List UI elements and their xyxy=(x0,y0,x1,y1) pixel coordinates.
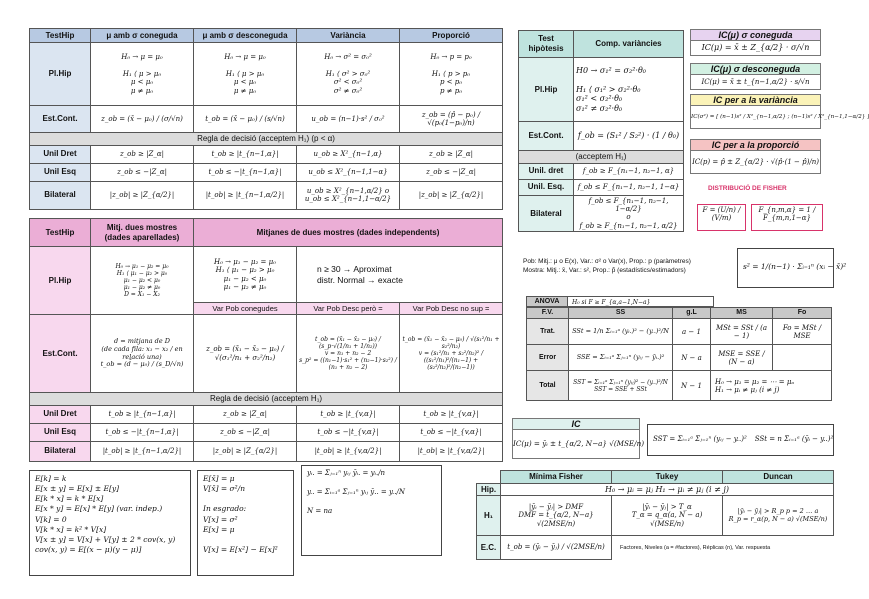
statistic-cell: d = mitjana de D (de cada fila: x₁ − x₂ / en relació una) t_ob = (d̄ − μ₀) / (s_D/√n) xyxy=(91,315,194,393)
subheader-unequal-var: Var Pob Desc no sup = xyxy=(400,303,503,315)
anova-row-label: Error xyxy=(527,345,569,371)
rule-cell: f_ob ≥ F_{n₁−1, n₂−1, α} xyxy=(574,163,684,179)
rule-cell: |z_ob| ≥ |Z_{α/2}| xyxy=(91,181,194,209)
subheader-known-var: Var Pob conegudes xyxy=(194,303,297,315)
decision-rule-header: (acceptem H₁) xyxy=(519,151,684,164)
row-label: Unil Dret xyxy=(30,145,91,163)
row-label-ec: E.C. xyxy=(477,536,501,560)
ic-formula: IC(p) = p̂ ± Z_{α/2} · √(p̂·(1 − p̂)/n) xyxy=(690,151,821,174)
multi-hypotheses: H₀ → μᵢ = μⱼ H₁ → μᵢ ≠ μⱼ (i ≠ j) xyxy=(501,483,834,496)
anova-ms: MSt = SSt / (a − 1) xyxy=(711,319,773,345)
row-label: Unil Esq xyxy=(30,163,91,181)
method-header: Tukey xyxy=(612,471,723,484)
rule-cell: t_ob ≥ |t_{v,α}| xyxy=(400,405,503,423)
anova-ss: SSE = Σᵢ₌₁ᵃ Σⱼ₌₁ⁿ (yᵢⱼ − ȳᵢ.)² xyxy=(569,345,673,371)
anova-h0-note: H₀ si F ≥ F_{α,a−1,N−a} xyxy=(568,296,714,307)
paired-hypotheses: H₀ → μ₁ − μ₂ = μ₀ H₁ ⟨ μ₁ − μ₂ > μ₀ μ₁ − μ₂ < μ₀ μ₁ − μ₂ ≠ μ₀ D = X₁ − X₂ xyxy=(91,247,194,315)
header-comp-variances: Comp. variàncies xyxy=(574,31,684,58)
header-testhip: TestHip xyxy=(30,219,91,247)
rule-cell: z_ob ≤ −|Z_α| xyxy=(91,163,194,181)
hypotheses-cell: H₀ → p = p₀ H₁ ⟨ p > p₀ p < p₀ p ≠ p₀ xyxy=(400,43,503,106)
anova-header: F.V. xyxy=(527,308,569,319)
tukey-cell: |ȳᵢ − ȳⱼ| > T_α T_α = q_α(a, N − a) √(MSE/n) xyxy=(612,496,723,536)
hypotheses-cell: H₀ → μ = μ₀ H₁ ⟨ μ > μ₀ μ < μ₀ μ ≠ μ₀ xyxy=(194,43,297,106)
fisher-title: DISTRIBUCIÓ DE FISHER xyxy=(708,185,787,192)
ec-cell: t_ob = (ȳᵢ − ȳⱼ) / √(2MSE/n) xyxy=(501,536,612,560)
row-label-estcont: Est.Cont. xyxy=(519,122,574,151)
sst-formula: SST = Σᵢ₌₁ᵃ Σⱼ₌₁ⁿ (yᵢⱼ − y..)² xyxy=(653,435,747,444)
rule-cell: |t_ob| ≥ |t_{n−1,α/2}| xyxy=(91,441,194,461)
rule-cell: f_ob ≤ F_{n₁−1, n₂−1, 1−α/2} o f_ob ≥ F_{n₁−1, n₂−1, α/2} xyxy=(574,195,684,232)
rule-cell: |z_ob| ≥ |Z_{α/2}| xyxy=(194,441,297,461)
fisher-formula-1: F = (U/n) / (V/m) xyxy=(697,204,746,231)
rule-cell: |t_ob| ≥ |t_{n−1,α/2}| xyxy=(194,181,297,209)
sample-variance-formula: s² = 1/(n−1) · Σᵢ₌₁ⁿ (xᵢ − x̄)² xyxy=(737,248,834,288)
ic-box-sigma-known xyxy=(690,29,821,56)
statistic-cell: f_ob = (S₁² / S₂²) · (1 / θ₀) xyxy=(574,122,684,151)
header-variance: Variància xyxy=(297,29,400,43)
ic-formula: IC(σ²) = [ (n−1)s² / X²_{n−1,α/2} ; (n−1)s² / X²_{n−1,1−α/2} ] xyxy=(690,106,821,129)
rule-cell: z_ob ≥ |Z_α| xyxy=(194,405,297,423)
row-label-estcont: Est.Cont. xyxy=(30,315,91,393)
statistic-cell: u_ob = (n−1)·s² / σ₀² xyxy=(297,106,400,133)
statistic-cell: t_ob = (x̄ − μ₀) / (s/√n) xyxy=(194,106,297,133)
approx-line-2: distr. Normal → exacte xyxy=(317,274,403,285)
decision-rule-header: Regla de decisió (acceptem H₁) (p < α) xyxy=(30,133,503,146)
statistic-cell: z_ob = (x̄₁ − x̄₂ − μ₀) / √(σ₁²/n₁ + σ₂²/n₂) xyxy=(194,315,297,393)
rule-cell: z_ob ≥ |Z_α| xyxy=(400,145,503,163)
header-proportion: Proporció xyxy=(400,29,503,43)
anova-header: Fo xyxy=(773,308,832,319)
ic-title: IC per a la proporció xyxy=(690,139,821,151)
anova-hypotheses: H₀ → μ₁ = μ₂ = ⋯ = μₐ H₁ → μᵢ ≠ μⱼ (i ≠ j) xyxy=(711,371,832,401)
hypothesis-test-table-one-sample xyxy=(29,28,503,210)
anova-header: MS xyxy=(711,308,773,319)
anova-ms: MSE = SSE / (N − a) xyxy=(711,345,773,371)
multiple-comparisons-table xyxy=(476,470,834,560)
sample-mean-properties-box: E[x̄] = μ V[x̄] = σ²/n In esgrado: V[x] = σ² E[x] = μ V[x] = E[x²] − E[x]² xyxy=(197,470,294,576)
ic-box-variance xyxy=(690,94,869,129)
header-independent: Mitjanes de dues mostres (dades independents) xyxy=(194,219,503,247)
rule-cell: |t_ob| ≥ |t_{v,α/2}| xyxy=(297,441,400,461)
anova-title: ANOVA xyxy=(526,296,568,307)
subheader-equal-var: Var Pob Desc però = xyxy=(297,303,400,315)
rule-cell: u_ob ≥ X²_{n−1,α/2} o u_ob ≤ X²_{n−1,1−α/2} xyxy=(297,181,400,209)
statistic-cell: t_ob = (x̄₁ − x̄₂ − μ₀) / √(s₁²/n₁ + s₂²/n₂) v = (s₁²/n₁ + s₂²/n₂)² / ((s₁²/n₁)²/(n₁−1) + (s₂²/n₂)²/(n₂−1)) xyxy=(400,315,503,393)
header-mu-sigma-unknown: μ amb σ desconeguda xyxy=(194,29,297,43)
decision-rule-header: Regla de decisió (acceptem H₁) xyxy=(30,393,503,406)
anova-title-bar xyxy=(526,296,714,307)
approximation-note xyxy=(297,247,503,303)
row-label-plhip: Pl.Hip xyxy=(519,58,574,122)
header-mu-sigma-known: μ amb σ coneguda xyxy=(91,29,194,43)
ic-anova-box xyxy=(512,418,645,459)
anova-ss: SST = Σᵢ₌₁ᵃ Σⱼ₌₁ⁿ (yᵢⱼ)² − (y..)²/N SST = SSE + SSt xyxy=(569,371,673,401)
anova-row-label: Trat. xyxy=(527,319,569,345)
ic-anova-formula: IC(μ) = ȳᵢ ± t_{α/2, N−a} √(MSE/n) xyxy=(512,430,640,459)
statistic-cell: z_ob = (p̂ − p₀) / √(p₀(1−p₀)/n) xyxy=(400,106,503,133)
rule-cell: t_ob ≥ |t_{n−1,α}| xyxy=(194,145,297,163)
anova-gl: N − a xyxy=(673,345,711,371)
anova-row-label: Total xyxy=(527,371,569,401)
hypotheses-cell: H0 → σ₁² = σ₂²·θ₀ H₁ ⟨ σ₁² > σ₂²·θ₀ σ₁² < σ₂²·θ₀ σ₁² ≠ σ₂²·θ₀ xyxy=(574,58,684,122)
notation-note xyxy=(523,258,733,276)
ic-title: IC per a la variància xyxy=(690,94,821,106)
row-label-h1: H₁ xyxy=(477,496,501,536)
fisher-formula-2: F_{n,m,α} = 1 / F_{m,n,1−α} xyxy=(751,204,823,231)
anova-table xyxy=(526,307,832,401)
header-paired: Mitj. dues mostres (dades aparellades) xyxy=(91,219,194,247)
row-label: Bilateral xyxy=(30,441,91,461)
statistic-cell: z_ob = (x̄ − μ₀) / (σ/√n) xyxy=(91,106,194,133)
anova-header: g.L xyxy=(673,308,711,319)
header-test: Test hipòtesis xyxy=(519,31,574,58)
row-label-hip: Hip. xyxy=(477,483,501,496)
anova-fo xyxy=(773,345,832,371)
notation-population: Pob: Mitj.: μ o E(x), Var.: σ² o Var(x), Prop.: p (paràmetres) xyxy=(523,258,691,265)
rule-cell: z_ob ≤ −|Z_α| xyxy=(400,163,503,181)
row-label: Unil Esq xyxy=(30,423,91,441)
rule-cell: |t_ob| ≥ |t_{v,α/2}| xyxy=(400,441,503,461)
rule-cell: t_ob ≤ −|t_{v,α}| xyxy=(400,423,503,441)
rule-cell: |z_ob| ≥ |Z_{α/2}| xyxy=(400,181,503,209)
row-label-plhip: Pl.Hip xyxy=(30,247,91,315)
row-label: Unil Dret xyxy=(30,405,91,423)
anova-header: SS xyxy=(569,308,673,319)
row-label-plhip: Pl.Hip xyxy=(30,43,91,106)
sum-notation-box: yᵢ. = Σⱼ₌₁ⁿ yᵢⱼ ȳᵢ. = yᵢ./n y.. = Σᵢ₌₁ᵃ Σⱼ₌₁ⁿ yᵢⱼ ȳ.. = y../N N = na xyxy=(301,465,442,556)
ic-box-proportion xyxy=(690,139,821,174)
rule-cell: z_ob ≤ −|Z_α| xyxy=(194,423,297,441)
row-label: Unil. Esq. xyxy=(519,179,574,195)
ic-formula: IC(μ) = x̄ ± t_{n−1,α/2} · s/√n xyxy=(690,75,821,90)
ic-anova-title: IC xyxy=(512,418,640,430)
rule-cell: z_ob ≥ |Z_α| xyxy=(91,145,194,163)
rule-cell: f_ob ≤ F_{n₁−1, n₂−1, 1−α} xyxy=(574,179,684,195)
duncan-cell: |ȳᵢ − ȳⱼ| > R_p p = 2 … a R_p = r_α(p, N − a) √(MSE/n) xyxy=(723,496,834,536)
row-label: Bilateral xyxy=(519,195,574,232)
independent-hypotheses: H₀ → μ₁ − μ₂ = μ₀ H₁ ⟨ μ₁ − μ₂ > μ₀ μ₁ − μ₂ < μ₀ μ₁ − μ₂ ≠ μ₀ xyxy=(194,247,297,303)
method-header: Duncan xyxy=(723,471,834,484)
row-label-estcont: Est.Cont. xyxy=(30,106,91,133)
ic-title: IC(μ) σ desconeguda xyxy=(690,63,821,75)
header-testhip: TestHip xyxy=(30,29,91,43)
rule-cell: u_ob ≤ X²_{n−1,1−α} xyxy=(297,163,400,181)
row-label: Bilateral xyxy=(30,181,91,209)
fisher-lsd-cell: |ȳᵢ − ȳⱼ| > DMF DMF = t_{α/2, N−a} √(2MSE/n) xyxy=(501,496,612,536)
notation-sample: Mostra: Mitj.: x̄, Var.: s², Prop.: p̂ (estadístics/estimadors) xyxy=(523,266,686,274)
hypothesis-test-table-two-samples xyxy=(29,218,503,462)
sst-formula-box xyxy=(647,424,834,456)
statistic-cell: t_ob = (x̄₁ − x̄₂ − μ₀) / (s_p·√(1/n₁ + 1/n₂)) v = n₁ + n₂ − 2 s_p² = ((n₁−1)·s₁² + (n₂−1)·s₂²) / (n₁ + n₂ − 2) xyxy=(297,315,400,393)
ic-formula: IC(μ) = x̄ ± Z_{α/2} · σ/√n xyxy=(690,41,821,56)
anova-ss: SSt = 1/n Σᵢ₌₁ᵃ (yᵢ.)² − (y..)²/N xyxy=(569,319,673,345)
rule-cell: t_ob ≥ |t_{v,α}| xyxy=(297,405,400,423)
anova-gl: N − 1 xyxy=(673,371,711,401)
multi-footnote: Factores, Niveles (a = #factores), Réplicas (n), Var. respuesta xyxy=(620,544,771,551)
rule-cell: u_ob ≥ X²_{n−1,α} xyxy=(297,145,400,163)
method-header: Mínima Fisher xyxy=(501,471,612,484)
anova-gl: a − 1 xyxy=(673,319,711,345)
sst-treatment-formula: SSt = n Σᵢ₌₁ᵃ (ȳᵢ − y..)² xyxy=(754,435,834,444)
rule-cell: t_ob ≥ |t_{n−1,α}| xyxy=(91,405,194,423)
ic-title: IC(μ) σ coneguda xyxy=(690,29,821,41)
rule-cell: t_ob ≤ −|t_{v,α}| xyxy=(297,423,400,441)
anova-fo: Fo = MSt / MSE xyxy=(773,319,832,345)
rule-cell: t_ob ≤ −|t_{n−1,α}| xyxy=(194,163,297,181)
expectation-properties-box: E[k] = k E[x ± y] = E[x] ± E[y] E[k * x] = k * E[x] E[x * y] = E[x] * E[y] (var. indep.) V[k] = 0 V[k * x] = k² * V[x] V[x ± y] = V[x] + V[y] ± 2 * cov(x, y) cov(x, y) = E[(x − μ)(y − μ)] xyxy=(29,470,191,576)
hypotheses-cell: H₀ → μ = μ₀ H₁ ⟨ μ > μ₀ μ < μ₀ μ ≠ μ₀ xyxy=(91,43,194,106)
approx-line-1: n ≥ 30 → Aproximat xyxy=(317,264,392,275)
variance-comparison-table xyxy=(518,30,684,232)
rule-cell: t_ob ≤ −|t_{n−1,α}| xyxy=(91,423,194,441)
ic-box-sigma-unknown xyxy=(690,63,821,90)
row-label: Unil. dret xyxy=(519,163,574,179)
hypotheses-cell: H₀ → σ² = σ₀² H₁ ⟨ σ² > σ₀² σ² < σ₀² σ² ≠ σ₀² xyxy=(297,43,400,106)
